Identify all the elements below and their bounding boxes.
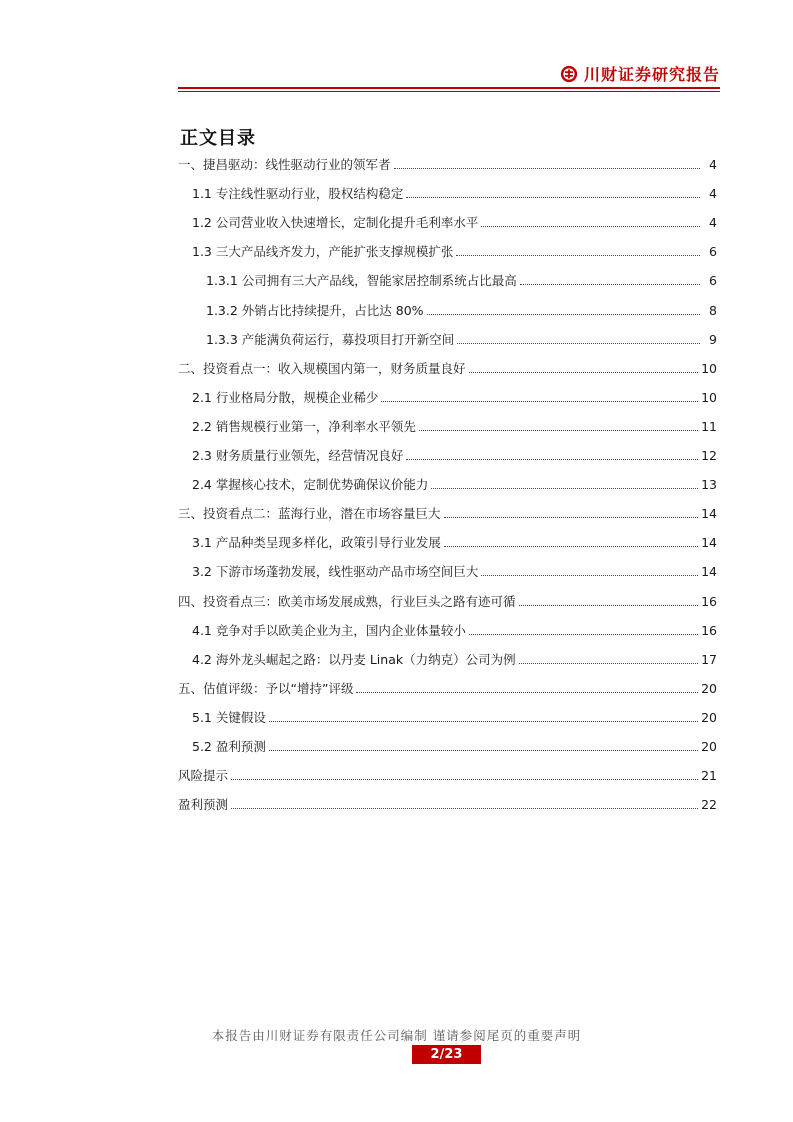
toc-entry-title: 海外龙头崛起之路：以丹麦 Linak（力纳克）公司为例 [215,651,516,667]
toc-entry-number: 五、 [178,680,204,696]
toc-dot-leader [356,692,698,693]
toc-entry-page: 6 [709,244,717,260]
toc-entry[interactable] [192,648,717,668]
toc-entry-page: 13 [701,477,717,493]
toc-entry-title: 三大产品线齐发力，产能扩张支撑规模扩张 [215,244,454,260]
toc-entry-title: 投资看点二：蓝海行业，潜在市场容量巨大 [203,506,441,522]
toc-entry-title: 竞争对手以欧美企业为主，国内企业体量较小 [215,622,466,638]
toc-dot-leader [457,343,700,344]
header-rule [178,87,720,89]
toc-entry-title: 掌握核心技术，定制优势确保议价能力 [215,477,429,493]
toc-entry-title: 投资看点三：欧美市场发展成熟，行业巨头之路有迹可循 [203,593,516,609]
toc-entry[interactable] [192,735,717,755]
toc-entry-title: 财务质量行业领先，经营情况良好 [215,448,404,463]
toc-entry-title: 下游市场蓬勃发展，线性驱动产品市场空间巨大 [215,564,479,580]
toc-entry-number: 1.3.1 [206,273,242,289]
toc-entry[interactable] [192,560,717,580]
toc-entry-number: 2.2 [192,418,216,434]
toc-dot-leader [520,284,700,285]
toc-dot-leader [269,750,698,751]
toc-dot-leader [269,721,698,722]
toc-entry-number: 一、 [178,157,204,172]
toc-entry-title: 关键假设 [215,709,266,725]
toc-entry[interactable] [178,677,717,697]
toc-entry[interactable] [192,415,717,435]
toc-entry-title: 产品种类呈现多样化，政策引导行业发展 [215,535,441,551]
toc-dot-leader [419,430,698,431]
toc-entry-page: 20 [701,680,717,696]
toc-entry-number: 二、 [178,360,204,376]
footer-statement: 本报告由川财证券有限责任公司编制 谨请参阅尾页的重要声明 [211,1028,582,1043]
toc-entry-number: 3.1 [192,535,216,551]
page-number-badge: 2/23 [412,1045,481,1064]
toc-entry-page: 10 [701,360,717,376]
toc-entry-title: 产能满负荷运行，募投项目打开新空间 [241,331,455,347]
toc-entry-title: 专注线性驱动行业，股权结构稳定 [215,186,404,202]
toc-dot-leader [469,634,698,635]
toc-entry-page: 14 [701,506,717,522]
toc-entry-page: 4 [709,215,717,231]
toc-entry-number: 四、 [178,593,204,609]
toc-dot-leader [519,605,699,606]
toc-dot-leader [444,517,699,518]
toc-entry-number: 1.2 [192,215,216,231]
toc-entry[interactable] [192,211,717,231]
toc-entry[interactable] [178,764,717,784]
toc-dot-leader [481,575,698,576]
toc-entry[interactable] [178,590,717,610]
toc-entry-number: 1.3.3 [206,331,242,347]
toc-entry[interactable] [192,240,717,260]
toc-entry-title: 销售规模行业第一，净利率水平领先 [215,418,416,434]
toc-dot-leader [394,168,700,169]
toc-entry-title: 风险提示 [178,768,229,784]
header-rule-thin [178,91,720,92]
toc-entry[interactable] [192,182,717,202]
toc-entry-title: 盈利预测 [178,797,229,813]
toc-entry[interactable] [206,328,717,348]
toc-entry[interactable] [178,793,717,813]
toc-entry-title: 行业格局分散，规模企业稀少 [215,389,379,405]
toc-title: 正文目录 [180,128,256,149]
toc-entry-title: 外销占比持续提升，占比达 80% [241,302,424,318]
toc-entry-page: 20 [701,709,717,725]
toc-entry-page: 16 [701,622,717,638]
toc-dot-leader [381,401,698,402]
toc-entry-page: 4 [709,186,717,202]
toc-dot-leader [481,226,700,227]
toc-entry-number: 2.3 [192,448,216,463]
toc-dot-leader [444,546,698,547]
toc-entry-page: 12 [701,448,717,463]
header-brand [560,62,720,85]
toc-entry[interactable] [206,269,717,289]
brand-text: 川财证券研究报告 [583,65,720,84]
toc-entry[interactable] [192,706,717,726]
toc-entry-number: 1.3.2 [206,302,242,318]
toc-dot-leader [427,314,700,315]
toc-entry-number: 4.1 [192,622,216,638]
toc-dot-leader [231,808,698,809]
toc-entry[interactable] [206,299,717,319]
toc-entry-number: 2.1 [192,389,216,405]
toc-entry[interactable] [192,386,717,406]
toc-entry[interactable] [178,153,717,173]
toc-dot-leader [406,197,700,198]
toc-entry-title: 估值评级：予以“增持”评级 [203,680,354,696]
toc-dot-leader [469,372,699,373]
toc-entry-number: 1.1 [192,186,216,202]
toc-entry[interactable] [192,619,717,639]
toc-entry-number: 4.2 [192,651,216,667]
toc-entry-title: 捷昌驱动：线性驱动行业的领军者 [203,157,391,172]
toc-entry[interactable] [178,502,717,522]
toc-entry-number: 2.4 [192,477,216,493]
toc-entry-page: 22 [701,797,717,813]
toc-entry-title: 盈利预测 [215,739,266,754]
toc-dot-leader [456,255,700,256]
toc-entry[interactable] [192,444,717,464]
toc-entry-page: 17 [701,651,717,667]
toc-entry-page: 11 [701,418,717,434]
toc-entry-number: 3.2 [192,564,216,580]
toc-entry-page: 10 [701,389,717,405]
toc-entry-title: 公司营业收入快速增长，定制化提升毛利率水平 [215,215,479,231]
toc-entry-page: 4 [709,157,717,172]
toc-entry-page: 6 [709,273,717,289]
toc-entry-page: 8 [709,302,717,318]
toc-entry-page: 9 [709,331,717,347]
toc-entry-number: 5.2 [192,739,216,754]
toc-dot-leader [406,459,698,460]
toc-entry-title: 公司拥有三大产品线，智能家居控制系统占比最高 [241,273,517,289]
toc-entry[interactable] [192,473,717,493]
toc-entry-number: 三、 [178,506,204,522]
toc-dot-leader [519,663,699,664]
toc-entry[interactable] [192,531,717,551]
toc-entry-page: 14 [701,535,717,551]
toc-entry-number: 1.3 [192,244,216,260]
toc-entry-title: 投资看点一：收入规模国内第一，财务质量良好 [203,360,466,376]
toc-entry-page: 16 [701,593,717,609]
toc-entry-page: 21 [701,768,717,784]
toc-dot-leader [231,779,698,780]
toc-dot-leader [431,488,698,489]
toc-entry-number: 5.1 [192,709,216,725]
toc-entry-page: 20 [701,739,717,754]
chuancai-logo-icon [560,65,578,83]
toc-entry[interactable] [178,357,717,377]
toc-entry-page: 14 [701,564,717,580]
